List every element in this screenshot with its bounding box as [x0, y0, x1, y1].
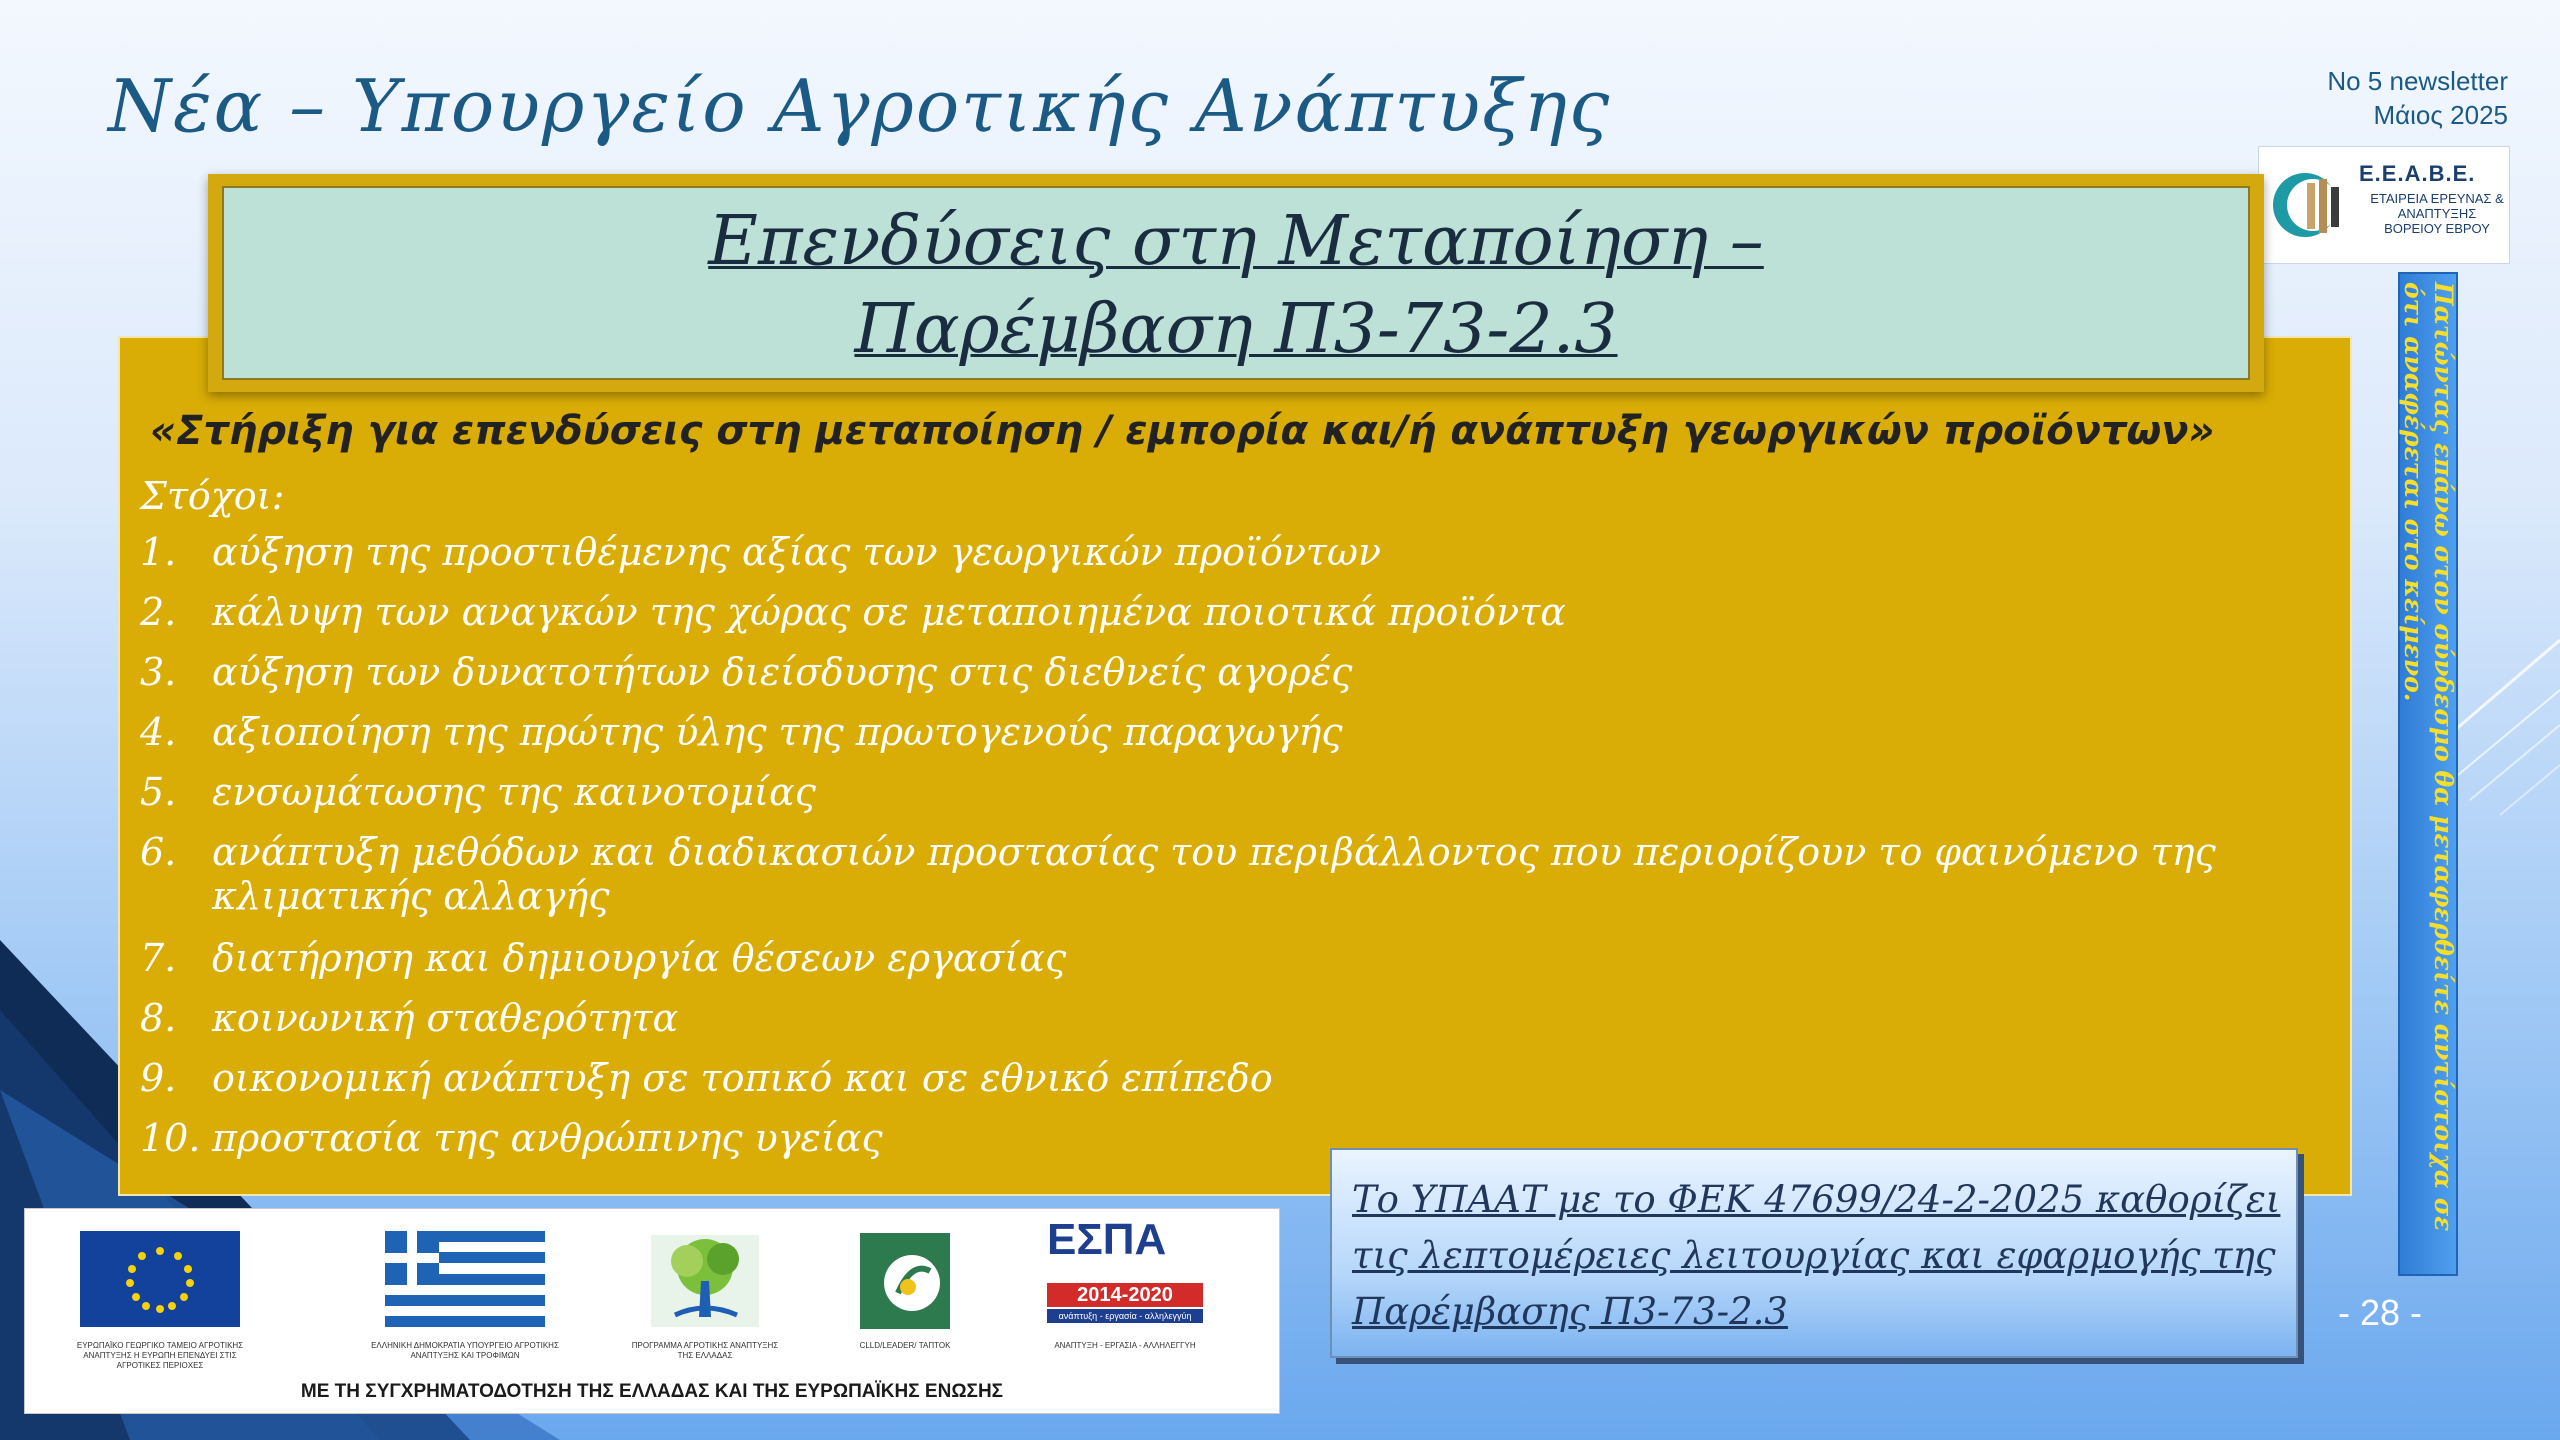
goal-number: 10. [140, 1116, 201, 1160]
list-item [140, 590, 2320, 650]
goal-number: 2. [140, 590, 177, 634]
goal-text: προστασία της ανθρώπινης υγείας [212, 1116, 883, 1160]
goal-text: ανάπτυξη μεθόδων και διαδικασιών προστασίας του περιβάλλοντος που περιορίζουν το φαινόμενο της κλιματικής αλλαγής [212, 830, 2216, 918]
goal-text: διατήρηση και δημιουργία θέσεων εργασίας [212, 936, 1067, 980]
list-item [140, 936, 2320, 996]
leader-logo [825, 1231, 985, 1350]
issue-number: Νο 5 newsletter [2327, 66, 2508, 96]
goals-label: Στόχοι: [140, 474, 285, 518]
issue-month: Μάιος 2025 [2373, 100, 2508, 130]
side-note-bar [2398, 272, 2458, 1276]
list-item [140, 530, 2320, 590]
eu-flag-logo [65, 1231, 255, 1370]
goal-number: 4. [140, 710, 177, 754]
list-item [140, 996, 2320, 1056]
goal-number: 8. [140, 996, 177, 1040]
program-subtitle: «Στήριξη για επενδύσεις στη μεταποίηση / εμπορία και/ή ανάπτυξη γεωργικών προϊόντων» [150, 408, 2215, 454]
rural-program-logo [625, 1231, 785, 1360]
goal-text: κοινωνική σταθερότητα [212, 996, 679, 1040]
rural-program-caption: ΠΡΟΓΡΑΜΜΑ ΑΓΡΟΤΙΚΗΣ ΑΝΑΠΤΥΞΗΣ ΤΗΣ ΕΛΛΑΔΑΣ [631, 1341, 779, 1360]
leader-icon [850, 1231, 960, 1331]
espa-mark [1047, 1215, 1207, 1331]
eeabe-logo-icon [2269, 157, 2349, 253]
greek-flag-icon [385, 1231, 545, 1327]
goal-number: 9. [140, 1056, 177, 1100]
eeabe-logo [2258, 146, 2510, 264]
list-item [140, 710, 2320, 770]
espa-tagline: ανάπτυξη - εργασία - αλληλεγγύη [1047, 1309, 1203, 1323]
goal-text: οικονομική ανάπτυξη σε τοπικό και σε εθνικό επίπεδο [212, 1056, 1273, 1100]
heading-line-1: Επενδύσεις στη Μεταποίηση – [708, 202, 1764, 281]
espa-caption: ΑΝΑΠΤΥΞΗ - ΕΡΓΑΣΙΑ - ΑΛΛΗΛΕΓΓΥΗ [1054, 1341, 1196, 1350]
list-item [140, 770, 2320, 830]
list-item [140, 1056, 2320, 1116]
eu-flag-icon [80, 1231, 240, 1327]
greek-flag-caption: ΕΛΛΗΝΙΚΗ ΔΗΜΟΚΡΑΤΙΑ ΥΠΟΥΡΓΕΙΟ ΑΓΡΟΤΙΚΗΣ ΑΝΑΠΤΥΞΗΣ ΚΑΙ ΤΡΟΦΙΜΩΝ [371, 1341, 559, 1360]
fek-link[interactable]: Το ΥΠΑΑΤ με το ΦΕΚ 47699/24-2-2025 καθορίζει τις λεπτομέρειες λειτουργίας και εφαρμογής της Παρέμβασης Π3-73-2.3 [1352, 1178, 2281, 1333]
funding-footer: ΜΕ ΤΗ ΣΥΓΧΡΗΜΑΤΟΔΟΤΗΣΗ ΤΗΣ ΕΛΛΑΔΑΣ ΚΑΙ ΤΗΣ ΕΥΡΩΠΑΪΚΗΣ ΕΝΩΣΗΣ [300, 1381, 1004, 1402]
heading-box [208, 174, 2264, 392]
goal-text: αξιοποίηση της πρώτης ύλης της πρωτογενούς παραγωγής [212, 710, 1343, 754]
side-note-text: Πατώντας επάνω στον σύνδεσμο θα μεταφερθείτε αντίστοιχα σε ότι αναφέρεται στο κείμενο. [2399, 282, 2458, 1232]
espa-wordmark: ΕΣΠΑ [1047, 1215, 1167, 1264]
greek-flag-logo [365, 1231, 565, 1360]
goals-list [140, 530, 2320, 1176]
espa-years: 2014-2020 [1047, 1283, 1203, 1307]
goal-number: 5. [140, 770, 177, 814]
tree-icon [645, 1231, 765, 1331]
goal-text: αύξηση των δυνατοτήτων διείσδυσης στις διεθνείς αγορές [212, 650, 1353, 694]
list-item [140, 650, 2320, 710]
page-number: - 28 - [2338, 1292, 2423, 1333]
goal-text: αύξηση της προστιθέμενης αξίας των γεωργικών προϊόντων [212, 530, 1382, 574]
logo-subtitle: ΕΤΑΙΡΕΙΑ ΕΡΕΥΝΑΣ & ΑΝΑΠΤΥΞΗΣ ΒΟΡΕΙΟΥ ΕΒΡΟΥ [2370, 191, 2504, 236]
goal-text: κάλυψη των αναγκών της χώρας σε μεταποιημένα ποιοτικά προϊόντα [212, 590, 1566, 634]
page-title: Νέα – Υπουργείο Αγροτικής Ανάπτυξης [108, 64, 1612, 148]
newsletter-issue [2327, 64, 2508, 132]
logo-name: Ε.Ε.Α.Β.Ε. [2359, 161, 2476, 186]
goal-number: 3. [140, 650, 177, 694]
list-item [140, 830, 2320, 936]
goal-text: ενσωμάτωσης της καινοτομίας [212, 770, 816, 814]
funding-banner [24, 1208, 1280, 1414]
heading-inner [222, 186, 2250, 380]
section-heading [224, 198, 2248, 374]
fek-link-box[interactable] [1330, 1148, 2298, 1358]
goal-number: 6. [140, 830, 177, 874]
goal-number: 1. [140, 530, 177, 574]
eu-flag-caption: ΕΥΡΩΠΑΪΚΟ ΓΕΩΡΓΙΚΟ ΤΑΜΕΙΟ ΑΓΡΟΤΙΚΗΣ ΑΝΑΠΤΥΞΗΣ Η ΕΥΡΩΠΗ ΕΠΕΝΔΥΕΙ ΣΤΙΣ ΑΓΡΟΤΙΚΕΣ ΠΕΡΙΟΧΕΣ [76, 1341, 244, 1370]
heading-line-2: Παρέμβαση Π3-73-2.3 [854, 290, 1618, 369]
goal-number: 7. [140, 936, 177, 980]
leader-caption: CLLD/LEADER/ ΤΑΠΤΟΚ [859, 1341, 951, 1350]
